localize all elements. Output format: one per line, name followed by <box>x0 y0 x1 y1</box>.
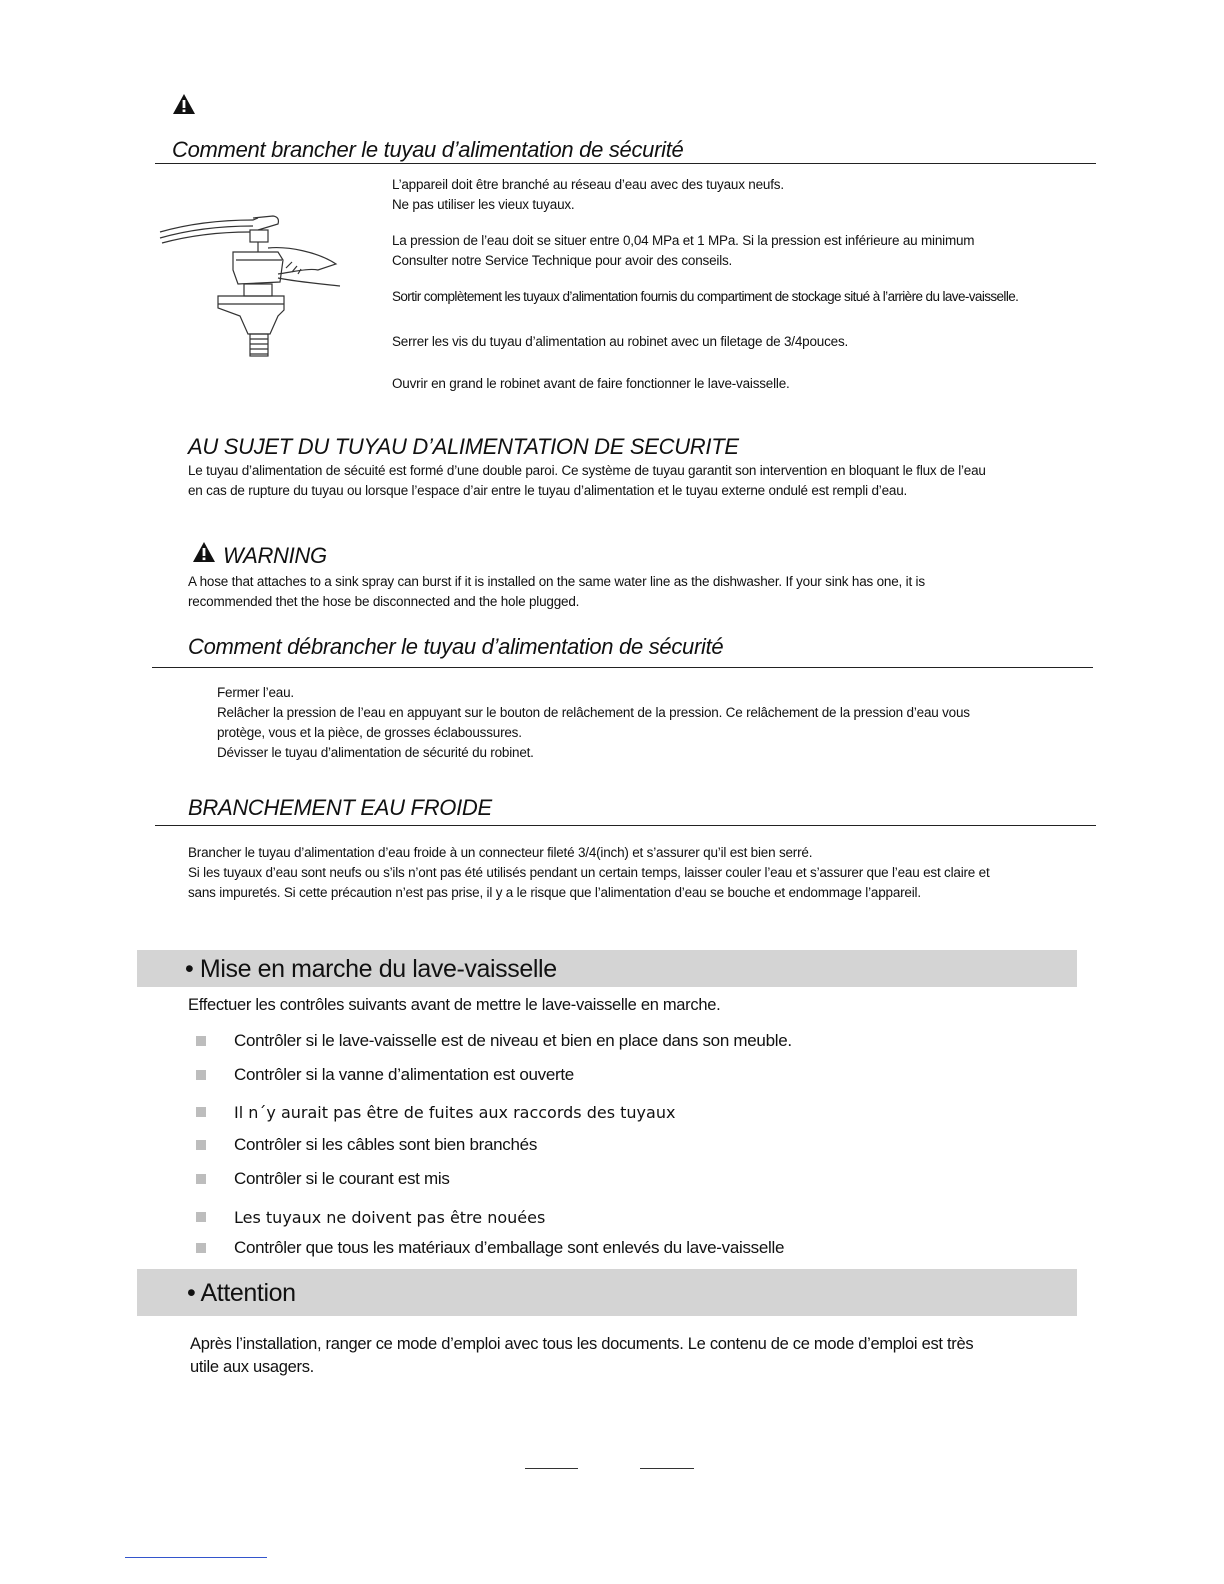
checklist-item <box>196 1101 675 1123</box>
text-line: Relâcher la pression de l’eau en appuyant sur le bouton de relâchement de la pression. Ce relâchement de la pression d’eau vous <box>217 705 970 720</box>
section-rule <box>155 825 1096 826</box>
checklist-item-label: Contrôler que tous les matériaux d’emballage sont enlevés du lave-vaisselle <box>234 1238 785 1257</box>
checklist-item-label: Contrôler si les câbles sont bien branchés <box>234 1135 538 1154</box>
checklist-item <box>196 1206 545 1228</box>
section-title-attention: • Attention <box>187 1279 296 1307</box>
text-line: La pression de l’eau doit se situer entre 0,04 MPa et 1 MPa. Si la pression est inférieure au minimum <box>392 233 975 248</box>
bullet-square-icon <box>196 1174 206 1184</box>
text-line: Ouvrir en grand le robinet avant de faire fonctionner le lave-vaisselle. <box>392 376 790 391</box>
footer-rule <box>525 1468 578 1469</box>
text-line: Consulter notre Service Technique pour avoir des conseils. <box>392 253 733 268</box>
bullet-square-icon <box>196 1036 206 1046</box>
bullet-square-icon <box>196 1140 206 1150</box>
text-line: utile aux usagers. <box>190 1358 314 1376</box>
text-line: Après l’installation, ranger ce mode d’emploi avec tous les documents. Le contenu de ce mode d’emploi est très <box>190 1335 974 1353</box>
checklist-item <box>196 1064 574 1086</box>
footer-rule-blue <box>125 1557 267 1558</box>
disconnect-hose-text <box>217 683 1097 763</box>
warning-triangle-icon <box>192 541 216 563</box>
connect-hose-text <box>392 175 1112 394</box>
bullet-square-icon <box>196 1107 206 1117</box>
text-line: L’appareil doit être branché au réseau d’eau avec des tuyaux neufs. <box>392 177 784 192</box>
section-rule <box>152 667 1093 668</box>
text-line: Le tuyau d’alimentation de sécuité est formé d’une double paroi. Ce système de tuyau garantit son intervention en bloquant le flux de l’eau <box>188 463 986 478</box>
text-line: Ne pas utiliser les vieux tuyaux. <box>392 197 575 212</box>
section-title-safety-hose: AU SUJET DU TUYAU D’ALIMENTATION DE SECURITE <box>188 434 739 459</box>
text-line: Si les tuyaux d’eau sont neufs ou s’ils n’ont pas été utilisés pendant un certain temps, laisser couler l’eau et s’assurer que l’eau est claire et <box>188 865 990 880</box>
text-line: Serrer les vis du tuyau d’alimentation au robinet avec un filetage de 3/4pouces. <box>392 334 849 349</box>
checklist-item-label: Les tuyaux ne doivent pas être nouées <box>234 1207 546 1227</box>
text-line: recommended thet the hose be disconnected and the hole plugged. <box>188 594 580 609</box>
checklist-item-label: Contrôler si la vanne d’alimentation est ouverte <box>234 1065 574 1084</box>
checklist-item-label: Contrôler si le courant est mis <box>234 1169 450 1188</box>
checklist-item <box>196 1030 792 1052</box>
warning-title: WARNING <box>223 543 327 568</box>
text-line: Dévisser le tuyau d’alimentation de sécurité du robinet. <box>217 745 534 760</box>
checklist-item <box>196 1168 450 1190</box>
text-line: en cas de rupture du tuyau ou lorsque l’espace d’air entre le tuyau d’alimentation et le tuyau externe ondulé est rempli d’eau. <box>188 483 908 498</box>
bullet-square-icon <box>196 1243 206 1253</box>
text-line: Fermer l’eau. <box>217 685 294 700</box>
attention-text <box>190 1333 973 1379</box>
checklist-item-label: Il n´y aurait pas être de fuites aux raccords des tuyaux <box>234 1102 676 1122</box>
text-line: Brancher le tuyau d’alimentation d’eau froide à un connecteur fileté 3/4(inch) et s’assurer qu’il est bien serré. <box>188 845 813 860</box>
checklist-item <box>196 1134 537 1156</box>
bullet-square-icon <box>196 1070 206 1080</box>
warning-triangle-icon <box>172 93 196 115</box>
section-rule <box>155 163 1096 164</box>
startup-intro: Effectuer les contrôles suivants avant de mettre le lave-vaisselle en marche. <box>188 996 721 1014</box>
safety-hose-text <box>188 461 1108 501</box>
cold-water-text <box>188 843 1098 903</box>
checklist-item-label: Contrôler si le lave-vaisselle est de niveau et bien en place dans son meuble. <box>234 1031 792 1050</box>
checklist-item <box>196 1237 784 1259</box>
text-line: Sortir complètement les tuyaux d’alimentation fournis du compartiment de stockage situé à l’arrière du lave-vaisselle. <box>392 289 1019 304</box>
footer-rule <box>640 1468 694 1469</box>
section-title-cold-water: BRANCHEMENT EAU FROIDE <box>188 795 492 820</box>
section-title-connect-hose: Comment brancher le tuyau d’alimentation de sécurité <box>172 137 684 162</box>
bullet-square-icon <box>196 1212 206 1222</box>
section-title-disconnect-hose: Comment débrancher le tuyau d’alimentation de sécurité <box>188 634 724 659</box>
faucet-hose-illustration <box>158 212 348 372</box>
section-title-startup: • Mise en marche du lave-vaisselle <box>185 955 557 983</box>
section-bar-attention <box>137 1269 1077 1316</box>
warning-text <box>188 572 1088 612</box>
section-bar-startup <box>137 950 1077 987</box>
text-line: sans impuretés. Si cette précaution n’est pas prise, il y a le risque que l’alimentation d’eau se bouche et endommage l’appareil. <box>188 885 921 900</box>
text-line: protège, vous et la pièce, de grosses éclaboussures. <box>217 725 522 740</box>
text-line: A hose that attaches to a sink spray can burst if it is installed on the same water line as the dishwasher. If your sink has one, it is <box>188 574 925 589</box>
